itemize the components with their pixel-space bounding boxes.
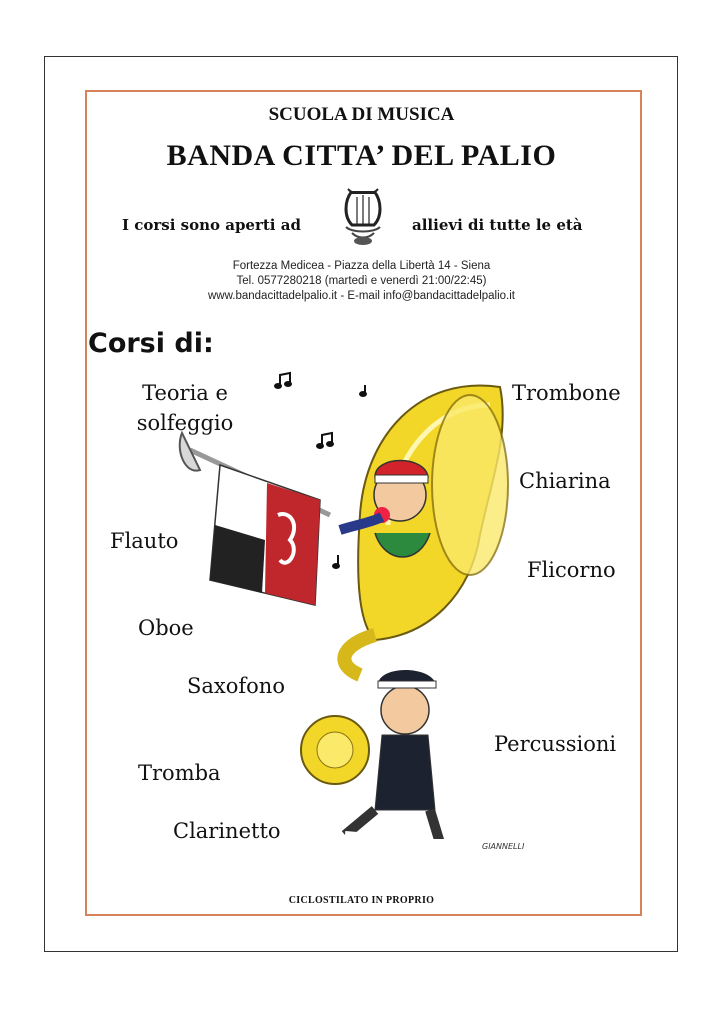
course-item: Clarinetto: [173, 819, 281, 843]
illustrator-signature: GIANNELLI: [482, 842, 525, 851]
contact-address: Fortezza Medicea - Piazza della Libertà 14 - Siena: [232, 260, 491, 272]
school-label: SCUOLA DI MUSICA: [268, 104, 455, 125]
course-item: Percussioni: [494, 732, 617, 756]
tagline-right: allievi di tutte le età: [412, 216, 583, 234]
tuba-player: [301, 670, 460, 843]
course-item: Tromba: [138, 761, 221, 785]
marching-band-illustration: [170, 365, 570, 855]
contact-web-email: www.bandacittadelpalio.it - E-mail info@bandacittadelpalio.it: [207, 290, 515, 302]
bugler-player: [340, 461, 430, 558]
course-item: Flicorno: [527, 558, 616, 582]
footer-note: CICLOSTILATO IN PROPRIO: [288, 895, 435, 906]
band-name-title: BANDA CITTA’ DEL PALIO: [166, 139, 557, 172]
course-item: Trombone: [512, 381, 621, 405]
courses-heading: Corsi di:: [88, 328, 214, 359]
bugle-with-banner: [180, 433, 330, 605]
contact-phone: Tel. 0577280218 (martedì e venerdì 21:00/22:45): [236, 275, 487, 287]
tagline-left: I corsi sono aperti ad: [122, 216, 301, 234]
course-item: Flauto: [110, 529, 179, 553]
course-item: Saxofono: [187, 674, 285, 698]
sousaphone-tube: [344, 635, 375, 675]
lyre-emblem-icon: [338, 183, 388, 247]
course-item: Teoria e solfeggio: [136, 381, 234, 435]
course-item: Chiarina: [519, 469, 611, 493]
course-item: Oboe: [138, 616, 194, 640]
